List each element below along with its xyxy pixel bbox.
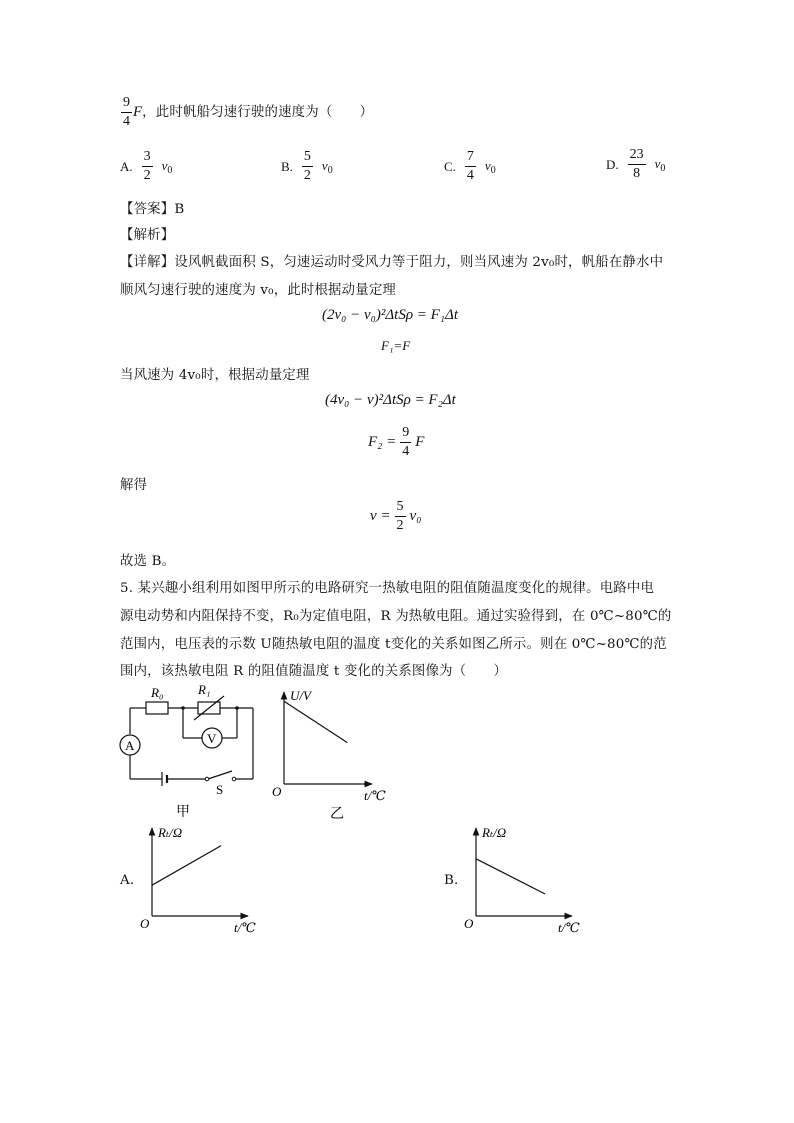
option-b[interactable]: B. $\frac{5}{2}$ $v_0$ — [281, 149, 333, 183]
q5-line-3: 范围内，电压表的示数 U随热敏电阻的温度 t变化的关系如图乙所示。则在 0℃~80℃的范 — [120, 637, 667, 652]
resistor-r0 — [146, 702, 168, 714]
graph-yi — [268, 686, 400, 822]
coef-variable: F — [133, 103, 143, 120]
origin-label: O — [464, 916, 474, 931]
circuit-diagram — [110, 680, 270, 820]
x-axis-label: t/℃ — [558, 920, 580, 935]
detail-line-2: 顺风匀速行驶的速度为 v₀，此时根据动量定理 — [120, 283, 397, 298]
option-d[interactable]: D. $\frac{23}{8}$ $v_0$ — [606, 147, 666, 181]
coef-denominator: 4 — [123, 114, 130, 129]
origin-label: O — [140, 916, 150, 931]
coef-numerator: 9 — [121, 96, 132, 113]
equation-4: F₂ = $\frac{9}{4}$ F — [368, 425, 425, 459]
stem-tail-text: ，此时帆船匀速行驶的速度为（ ） — [142, 103, 374, 119]
y-axis-label: U/V — [290, 688, 311, 703]
analysis-title: 【解析】 — [120, 228, 175, 243]
detail-line-1: 【详解】设风帆截面积 S，匀速运动时受风力等于阻力，则当风速为 2v₀时，帆船在静水中 — [120, 255, 664, 270]
equation-2: F₁=F — [381, 338, 411, 353]
equation-3: (4v₀ − v)²ΔtSρ = F₂Δt — [325, 392, 456, 408]
y-axis-label: Rₜ/Ω — [482, 825, 507, 840]
stem-coefficient — [120, 96, 373, 129]
r1-label: R₁ — [198, 682, 211, 697]
option-a[interactable]: A. $\frac{3}{2}$ $v_0$ — [120, 149, 173, 183]
origin-label: O — [272, 784, 282, 799]
option-b-label[interactable]: B. — [444, 873, 459, 888]
solve-label: 解得 — [120, 478, 148, 493]
switch-label: S — [216, 782, 224, 797]
y-axis-label: Rₜ/Ω — [158, 825, 183, 840]
answer-line: 【答案】B — [120, 202, 185, 217]
q5-line-2: 源电动势和内阻保持不变，R₀为定值电阻，R 为热敏电阻。通过实验得到，在 0℃~80℃的 — [120, 609, 672, 624]
option-c[interactable]: C. $\frac{7}{4}$ $v_0$ — [444, 149, 496, 183]
x-axis-label: t/℃ — [234, 920, 256, 935]
option-b-graph[interactable] — [462, 822, 592, 940]
graph-caption: 乙 — [330, 807, 344, 822]
switch-blade — [208, 771, 232, 779]
voltmeter-label: V — [207, 731, 217, 746]
series-line-b — [476, 859, 545, 894]
option-a-label[interactable]: A. — [120, 873, 135, 888]
q5-line-4: 围内，该热敏电阻 R 的阻值随温度 t 变化的关系图像为（ ） — [120, 664, 508, 679]
series-line-yi — [284, 701, 347, 742]
equation-5: v = $\frac{5}{2}$ v₀ — [370, 499, 422, 533]
circuit-caption: 甲 — [176, 805, 190, 820]
series-line-a — [152, 846, 221, 886]
equation-1: (2v₀ − v₀)²ΔtSρ = F₁Δt — [322, 307, 458, 323]
x-axis-label: t/℃ — [364, 788, 386, 803]
r0-label: R₀ — [151, 685, 164, 700]
ammeter-label: A — [125, 738, 135, 753]
option-a-graph[interactable] — [138, 822, 268, 940]
wind-4v0-line: 当风速为 4v₀时，根据动量定理 — [120, 368, 310, 383]
q5-line-1: 5. 某兴趣小组利用如图甲所示的电路研究一热敏电阻的阻值随温度变化的规律。电路中电 — [120, 581, 655, 596]
conclusion: 故选 B。 — [120, 554, 176, 569]
